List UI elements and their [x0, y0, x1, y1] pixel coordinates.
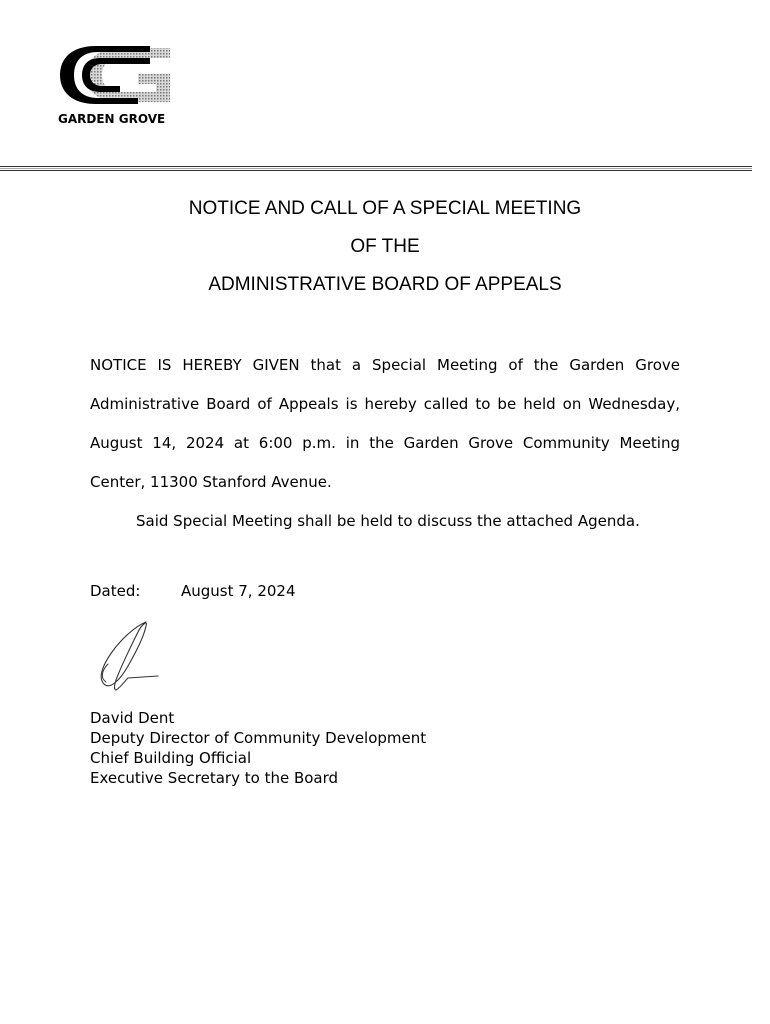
notice-paragraph — [90, 346, 680, 502]
notice-line: Center, 11300 Stanford Avenue. — [90, 473, 332, 491]
notice-line: August 14, 2024 at 6:00 p.m. in the Garden Grove Community Meeting — [90, 434, 680, 452]
notice-line: NOTICE IS HEREBY GIVEN that a Special Meeting of the Garden Grove — [90, 356, 680, 374]
garden-grove-logo — [58, 44, 173, 132]
signatory-name: David Dent — [90, 709, 175, 727]
title-line-1: NOTICE AND CALL OF A SPECIAL MEETING — [188, 198, 582, 219]
dated-label: Dated: — [90, 582, 141, 600]
garden-grove-logo-mark — [58, 44, 173, 106]
header-divider — [0, 166, 752, 171]
title-line-3: ADMINISTRATIVE BOARD OF APPEALS — [208, 274, 562, 295]
signatory-title: Executive Secretary to the Board — [90, 769, 339, 787]
signature-block — [90, 708, 426, 788]
signature-image — [92, 618, 162, 696]
notice-line: Administrative Board of Appeals is hereby called to be held on Wednesday, — [90, 395, 680, 413]
signatory-title: Deputy Director of Community Development — [90, 729, 427, 747]
title-line-2: OF THE — [350, 236, 420, 257]
signatory-title: Chief Building Official — [90, 749, 252, 767]
meeting-purpose: Said Special Meeting shall be held to discuss the attached Agenda. — [136, 512, 640, 530]
logo-wordmark: GARDEN GROVE — [58, 112, 166, 126]
dated-value: August 7, 2024 — [181, 582, 296, 600]
